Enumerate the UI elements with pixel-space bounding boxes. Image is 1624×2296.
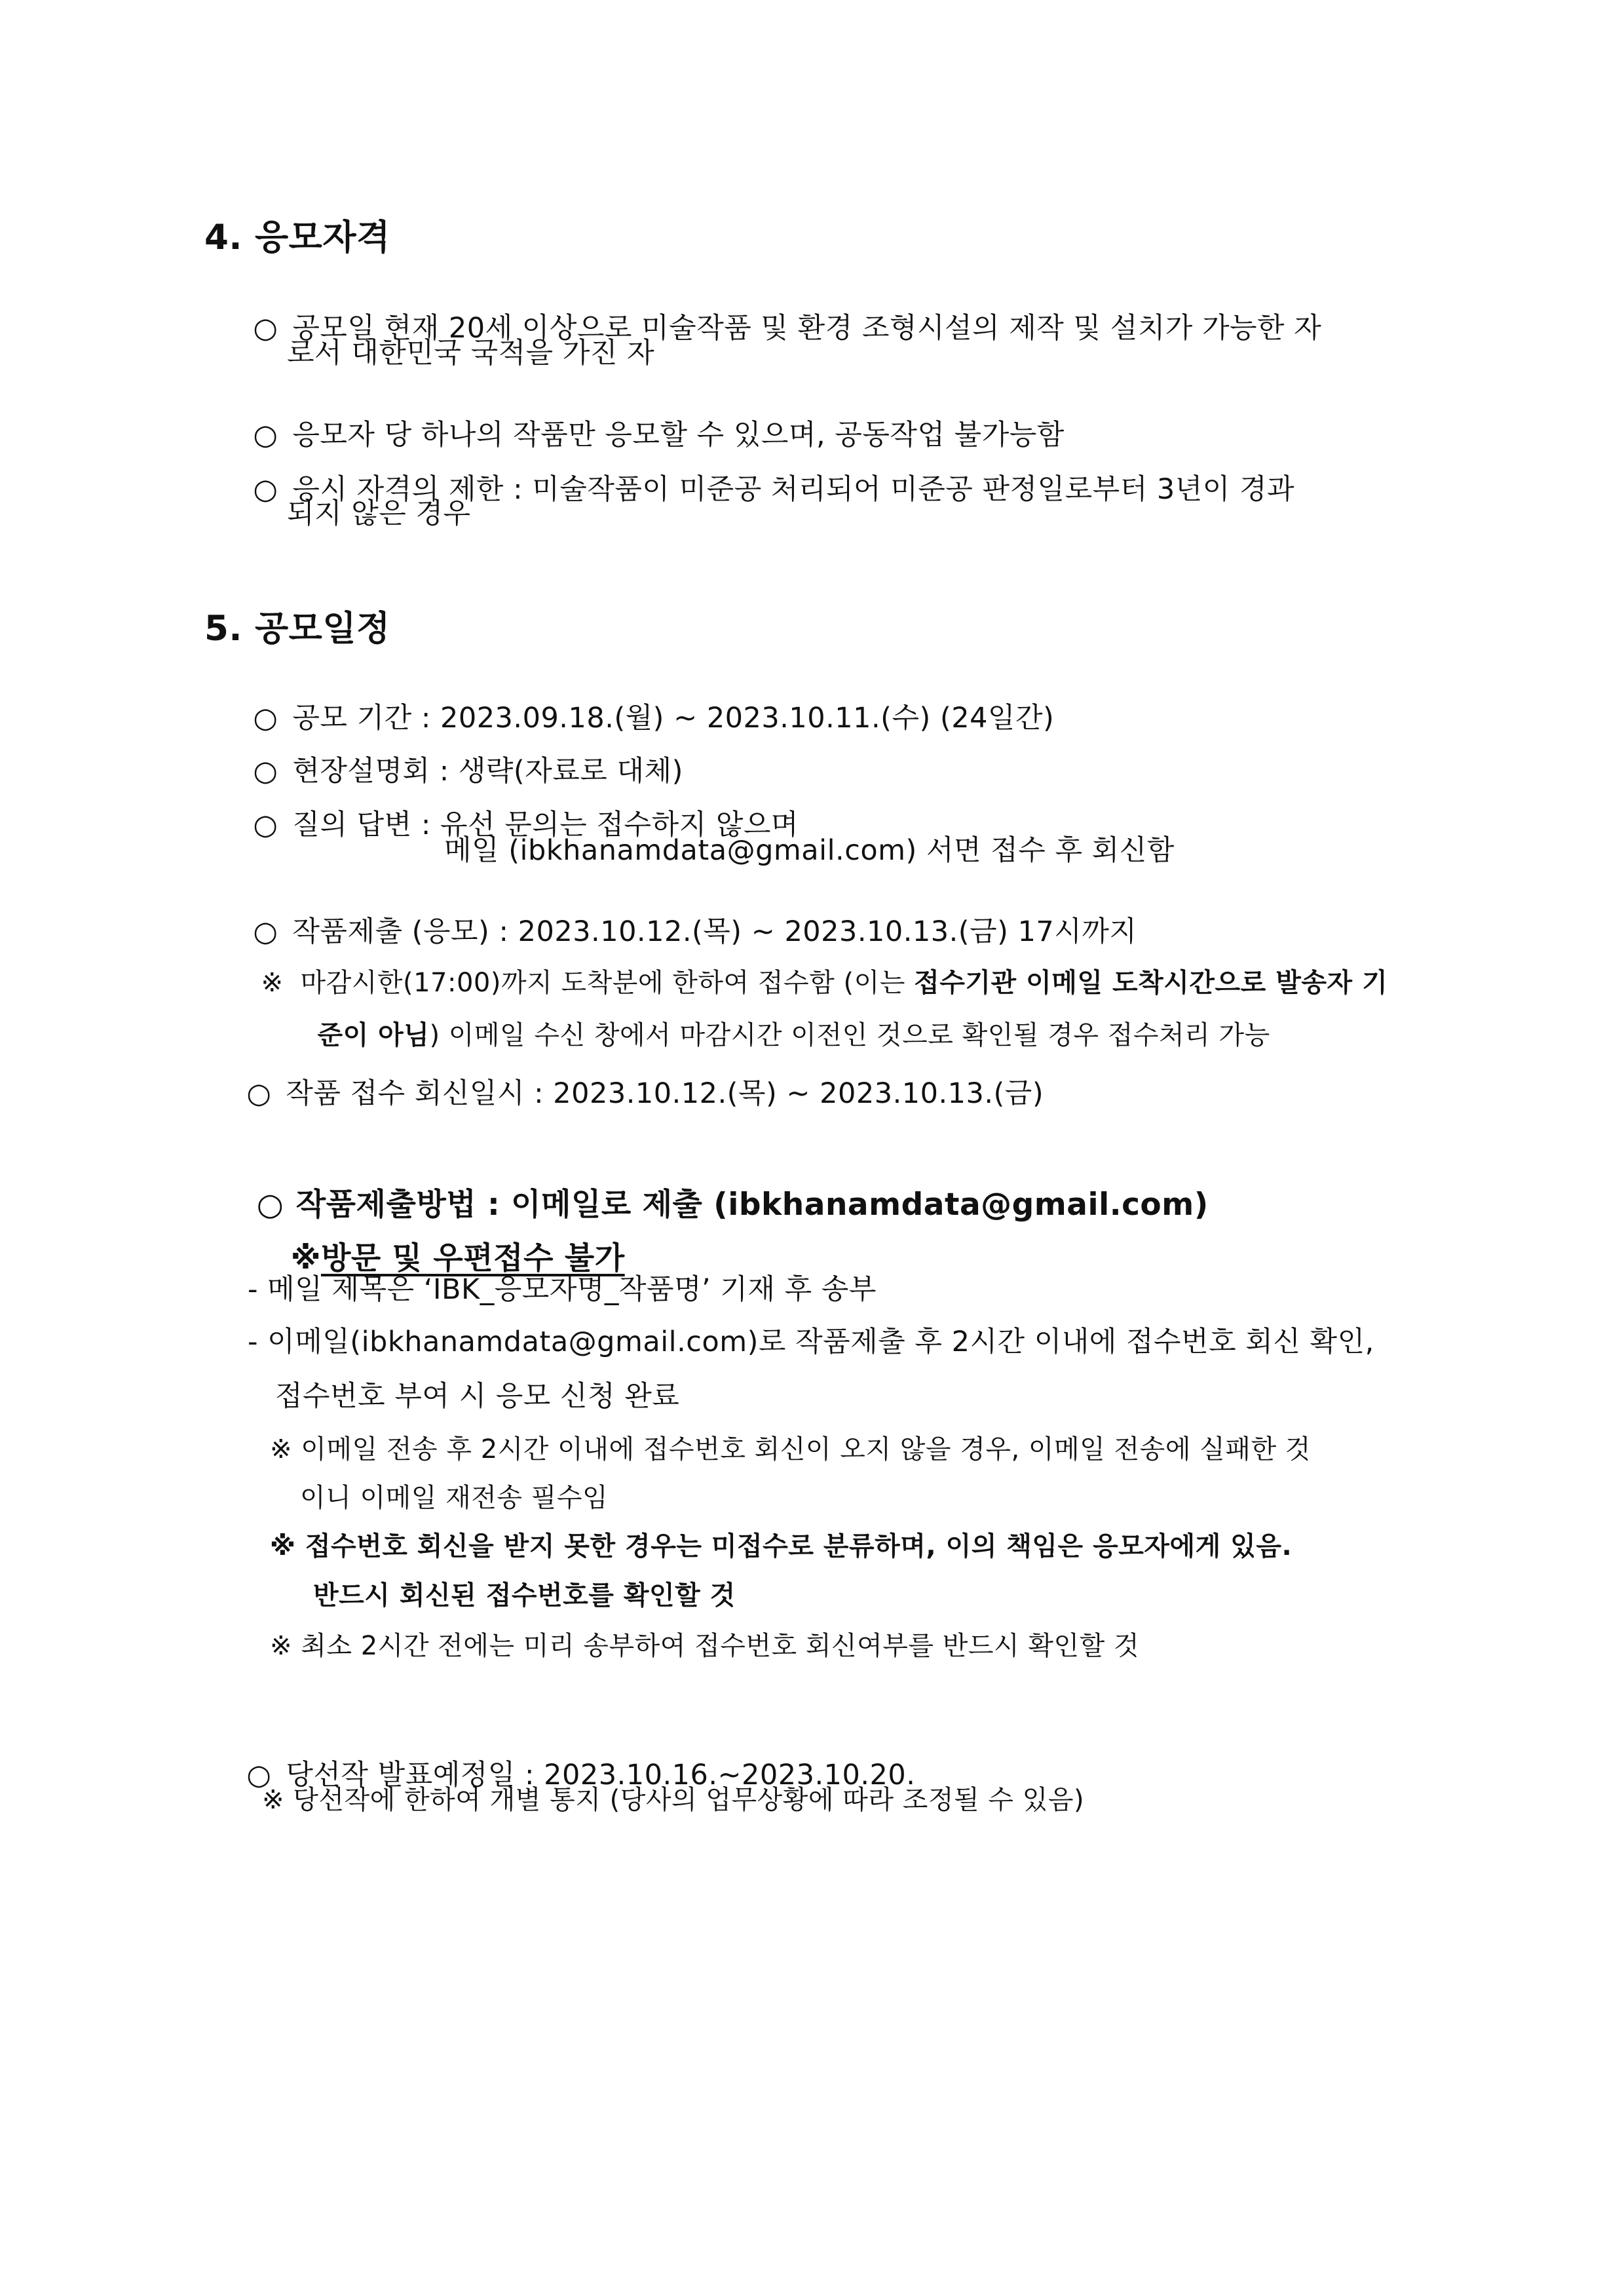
item-text: 응모자 당 하나의 작품만 응모할 수 있으며, 공동작업 불가능함: [292, 419, 1065, 451]
bullet: ○: [246, 1077, 272, 1110]
bullet: ○: [253, 915, 278, 948]
bullet: ○: [253, 473, 278, 506]
note-mark: ※: [290, 1240, 321, 1276]
section-4-title: 4. 응모자격: [204, 218, 390, 258]
list-item: [228, 1733, 915, 1789]
list-item-continued: 로서 대한민국 국적을 가진 자: [287, 337, 655, 370]
method-warning: ※ 접수번호 회신을 받지 못한 경우는 미접수로 분류하며, 이의 책임은 응모자에게 있음.: [270, 1531, 1293, 1561]
method-note: ※ 최소 2시간 전에는 미리 송부하여 접수번호 회신여부를 반드시 확인할 것: [270, 1631, 1140, 1661]
submission-method-title: [235, 1158, 1209, 1223]
note-emphasis: 준이 아님: [317, 1020, 430, 1050]
note-mark: ※: [261, 968, 284, 998]
bullet: ○: [253, 809, 278, 841]
method-detail: - 이메일(ibkhanamdata@gmail.com)로 작품제출 후 2시간 이내에 접수번호 회신 확인,: [248, 1326, 1374, 1358]
list-item: [235, 448, 1294, 504]
list-item-continued: 메일 (ibkhanamdata@gmail.com) 서면 접수 후 회신함: [444, 834, 1175, 867]
bullet: ○: [253, 755, 278, 788]
item-text: 당선작 발표예정일 : 2023.10.16.~2023.10.20.: [286, 1759, 916, 1791]
method-text: 작품제출방법 : 이메일로 제출 (ibkhanamdata@gmail.com): [295, 1187, 1209, 1223]
bullet: ○: [253, 312, 278, 345]
method-note-continued: 이니 이메일 재전송 필수임: [300, 1483, 609, 1513]
list-item: [235, 286, 1321, 343]
note-text: ) 이메일 수신 창에서 마감시간 이전인 것으로 확인될 경우 접수처리 가능: [429, 1020, 1270, 1050]
list-item: [235, 676, 1054, 733]
item-text: 작품제출 (응모) : 2023.10.12.(목) ~ 2023.10.13.(금) 17시까지: [292, 915, 1137, 948]
section-5-title: 5. 공모일정: [204, 609, 390, 649]
bullet: ○: [246, 1759, 272, 1791]
no-visit-note: [269, 1212, 625, 1274]
bullet: ○: [253, 419, 278, 451]
list-item: [235, 729, 683, 786]
item-text: 공모 기간 : 2023.09.18.(월) ~ 2023.10.11.(수) (24일간): [292, 702, 1055, 735]
item-text: 응시 자격의 제한 : 미술작품이 미준공 처리되어 미준공 판정일로부터 3년이 경과: [292, 473, 1295, 506]
list-item: [228, 1052, 1044, 1108]
deadline-note-continued: [300, 996, 1270, 1048]
method-detail-continued: 접수번호 부여 시 응모 신청 완료: [275, 1380, 680, 1413]
method-warning-continued: 반드시 회신된 접수번호를 확인할 것: [313, 1580, 736, 1611]
list-item: [235, 393, 1065, 450]
method-note: ※ 이메일 전송 후 2시간 이내에 접수번호 회신이 오지 않을 경우, 이메일 전송에 실패한 것: [270, 1434, 1311, 1464]
list-item: [235, 890, 1137, 946]
item-text: 현장설명회 : 생략(자료로 대체): [292, 755, 683, 788]
item-text: 공모일 현재 20세 이상으로 미술작품 및 환경 조형시설의 제작 및 설치가 가능한 자: [292, 312, 1322, 345]
note-text: 마감시한(17:00)까지 도착분에 한하여 접수함 (이는: [300, 968, 915, 998]
bullet: ○: [256, 1187, 284, 1223]
item-text: 질의 답변 : 유선 문의는 접수하지 않으며: [292, 809, 799, 841]
bullet: ○: [253, 702, 278, 735]
list-item: [235, 783, 799, 839]
item-text: 작품 접수 회신일시 : 2023.10.12.(목) ~ 2023.10.13.(금): [286, 1077, 1044, 1110]
note-emphasis: 접수기관 이메일 도착시간으로 발송자 기: [914, 968, 1388, 998]
deadline-note: [244, 944, 1388, 996]
list-item-continued: 되지 않은 경우: [287, 497, 471, 530]
no-visit-text: 방문 및 우편접수 불가: [320, 1240, 625, 1276]
method-detail: - 메일 제목은 ‘IBK_응모자명_작품명’ 기재 후 송부: [248, 1273, 877, 1306]
announcement-note: ※ 당선작에 한하여 개별 통지 (당사의 업무상황에 따라 조정될 수 있음): [262, 1785, 1085, 1815]
